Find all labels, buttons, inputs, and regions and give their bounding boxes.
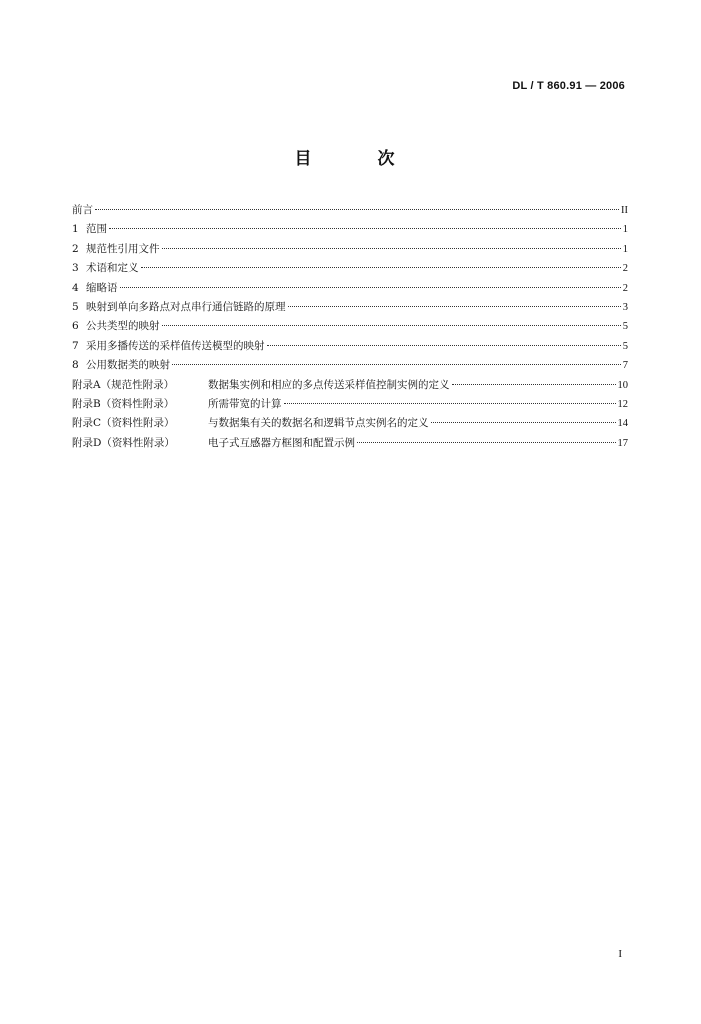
toc-entry-title: 术语和定义 bbox=[86, 262, 139, 275]
toc-entry bbox=[72, 317, 628, 336]
toc-entry-page: 12 bbox=[617, 398, 628, 410]
toc-entry bbox=[72, 395, 628, 414]
toc-entry-annex-prefix: 附录B（资料性附录） bbox=[72, 397, 175, 410]
toc-entry-number: 5 bbox=[72, 300, 79, 313]
toc-entry bbox=[72, 356, 628, 375]
toc-entry-number: 6 bbox=[72, 320, 79, 333]
page-number: I bbox=[618, 948, 622, 960]
toc-entry-page: II bbox=[621, 205, 628, 216]
toc-entry bbox=[72, 240, 628, 259]
toc-entry bbox=[72, 259, 628, 278]
toc-entry-title: 与数据集有关的数据名和逻辑节点实例名的定义 bbox=[208, 417, 429, 430]
toc-leader-dots bbox=[162, 325, 621, 326]
toc-entry-page: 14 bbox=[617, 418, 628, 430]
toc-entry-title: 数据集实例和相应的多点传送采样值控制实例的定义 bbox=[208, 378, 450, 391]
toc-entry-title: 规范性引用文件 bbox=[86, 242, 160, 255]
toc-entry bbox=[72, 414, 628, 433]
toc-leader-dots bbox=[120, 287, 621, 288]
toc-entry bbox=[72, 434, 628, 453]
toc-entry-page: 3 bbox=[622, 301, 628, 313]
toc-entry-title: 采用多播传送的采样值传送模型的映射 bbox=[86, 339, 265, 352]
toc-entry-page: 2 bbox=[622, 263, 628, 275]
table-of-contents bbox=[72, 201, 628, 453]
toc-leader-dots bbox=[288, 306, 621, 307]
toc-entry-title: 缩略语 bbox=[86, 281, 118, 294]
toc-entry-page: 10 bbox=[617, 379, 628, 391]
toc-entry bbox=[72, 201, 628, 220]
toc-entry-title: 范围 bbox=[86, 223, 107, 236]
toc-entry bbox=[72, 220, 628, 239]
toc-leader-dots bbox=[452, 384, 616, 385]
toc-entry bbox=[72, 376, 628, 395]
toc-entry-page: 1 bbox=[622, 243, 628, 255]
toc-entry-number: 3 bbox=[72, 262, 79, 275]
toc-entry bbox=[72, 337, 628, 356]
toc-entry-page: 2 bbox=[622, 282, 628, 294]
toc-entry-title: 所需带宽的计算 bbox=[208, 397, 282, 410]
toc-leader-dots bbox=[162, 248, 621, 249]
toc-entry-number: 1 bbox=[72, 223, 79, 236]
toc-leader-dots bbox=[109, 228, 621, 229]
toc-entry bbox=[72, 298, 628, 317]
document-code: DL / T 860.91 — 2006 bbox=[512, 80, 625, 92]
toc-entry bbox=[72, 279, 628, 298]
toc-entry-title: 公用数据类的映射 bbox=[86, 359, 170, 372]
toc-entry-number: 7 bbox=[72, 339, 79, 352]
toc-entry-page: 17 bbox=[617, 437, 628, 449]
toc-entry-annex-prefix: 附录A（规范性附录） bbox=[72, 378, 175, 391]
toc-leader-dots bbox=[357, 442, 616, 443]
toc-leader-dots bbox=[172, 364, 621, 365]
toc-entry-title: 前言 bbox=[72, 204, 93, 216]
toc-entry-annex-prefix: 附录C（资料性附录） bbox=[72, 417, 175, 430]
toc-entry-title: 映射到单向多路点对点串行通信链路的原理 bbox=[86, 300, 286, 313]
toc-entry-title: 公共类型的映射 bbox=[86, 320, 160, 333]
toc-entry-number: 8 bbox=[72, 359, 79, 372]
toc-leader-dots bbox=[267, 345, 621, 346]
toc-entry-page: 1 bbox=[622, 224, 628, 236]
toc-leader-dots bbox=[284, 403, 616, 404]
toc-leader-dots bbox=[431, 422, 616, 423]
toc-entry-annex-prefix: 附录D（资料性附录） bbox=[72, 436, 175, 449]
toc-entry-title: 电子式互感器方框图和配置示例 bbox=[208, 436, 355, 449]
toc-entry-page: 5 bbox=[622, 321, 628, 333]
toc-entry-number: 2 bbox=[72, 242, 79, 255]
page-title: 目 次 bbox=[294, 149, 425, 169]
toc-entry-page: 7 bbox=[622, 360, 628, 372]
toc-entry-number: 4 bbox=[72, 281, 79, 294]
toc-leader-dots bbox=[95, 209, 619, 210]
toc-leader-dots bbox=[141, 267, 621, 268]
toc-entry-page: 5 bbox=[622, 340, 628, 352]
